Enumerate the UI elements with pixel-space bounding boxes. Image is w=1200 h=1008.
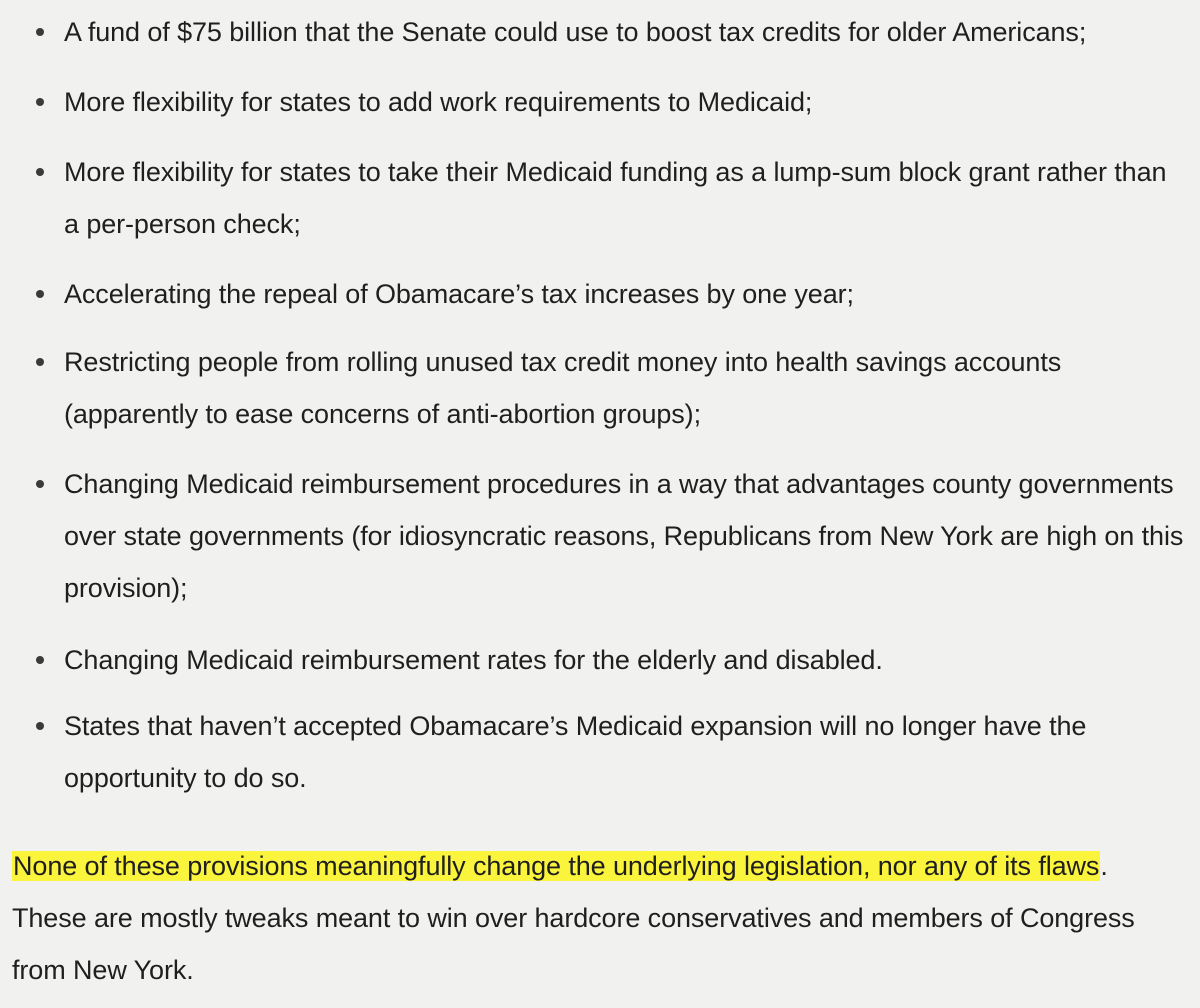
bullet-icon xyxy=(36,168,44,176)
bullet-icon xyxy=(36,290,44,298)
list-item xyxy=(64,76,1184,128)
bullet-icon xyxy=(36,722,44,730)
list-item xyxy=(64,146,1184,250)
closing-paragraph xyxy=(12,840,1187,996)
list-item-text: Accelerating the repeal of Obamacare’s tax increases by one year; xyxy=(64,279,854,309)
closing-text: . These are mostly tweaks meant to win over hardcore conservatives and members of Congress from New York. xyxy=(12,851,1135,985)
bullet-icon xyxy=(36,480,44,488)
list-item xyxy=(64,268,1184,320)
list-item-text: Changing Medicaid reimbursement procedures in a way that advantages county governments over state governments (for idiosyncratic reasons, Republicans from New York are high on this provision); xyxy=(64,469,1184,603)
list-item xyxy=(64,458,1184,614)
highlighted-sentence: None of these provisions meaningfully change the underlying legislation, nor any of its flaws xyxy=(13,851,1100,881)
list-item xyxy=(64,336,1184,440)
list-item xyxy=(64,6,1184,58)
list-item-text: A fund of $75 billion that the Senate could use to boost tax credits for older Americans; xyxy=(64,17,1087,47)
list-item-text: States that haven’t accepted Obamacare’s Medicaid expansion will no longer have the opportunity to do so. xyxy=(64,711,1087,793)
list-item-text: More flexibility for states to take their Medicaid funding as a lump-sum block grant rather than a per-person check; xyxy=(64,157,1167,239)
bullet-icon xyxy=(36,98,44,106)
list-item-text: More flexibility for states to add work requirements to Medicaid; xyxy=(64,87,813,117)
list-item-text: Changing Medicaid reimbursement rates for the elderly and disabled. xyxy=(64,645,883,675)
bullet-icon xyxy=(36,28,44,36)
list-item xyxy=(64,700,1184,804)
list-item xyxy=(64,634,1184,686)
bullet-icon xyxy=(36,656,44,664)
list-item-text: Restricting people from rolling unused tax credit money into health savings accounts (apparently to ease concerns of anti-abortion groups); xyxy=(64,347,1062,429)
bullet-icon xyxy=(36,358,44,366)
